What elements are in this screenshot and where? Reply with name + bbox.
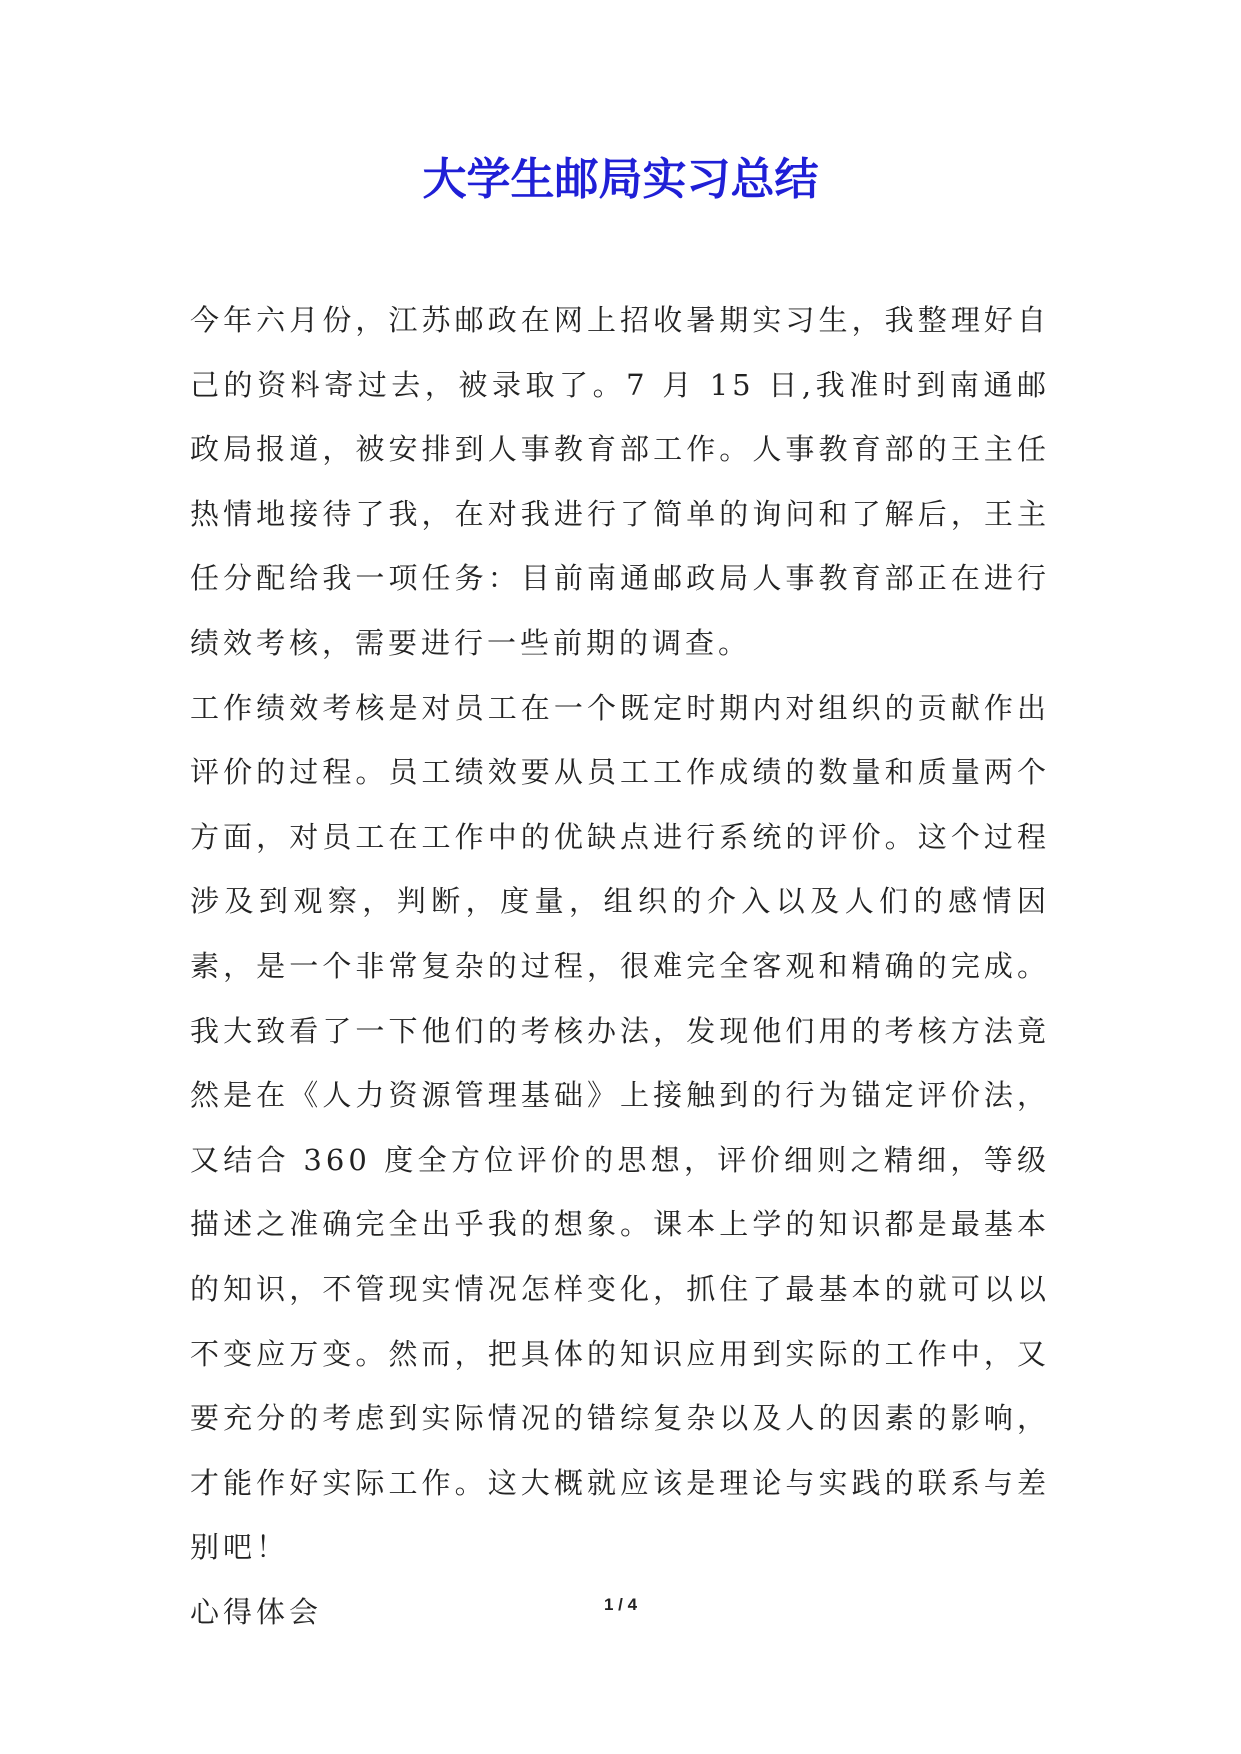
paragraph-section-heading: 心得体会 [190, 1594, 323, 1629]
paragraph-intro: 今年六月份，江苏邮政在网上招收暑期实习生，我整理好自己的资料寄过去，被录取了。7 月 15 日,我准时到南通邮政局报道，被安排到人事教育部工作。人事教育部的王主任热情地接待了我，在对我进行了简单的询问和了解后，王主任分配给我一项任务：目前南通邮政局人事教育部正在进行绩效考核，需要进行一些前期的调查。 [190, 303, 1050, 660]
document-body [190, 288, 1050, 1644]
document-title: 大学生邮局实习总结 [422, 154, 819, 205]
page-number: 1 / 4 [603, 1595, 638, 1614]
paragraph-performance-review: 工作绩效考核是对员工在一个既定时期内对组织的贡献作出评价的过程。员工绩效要从员工工作成绩的数量和质量两个方面，对员工在工作中的优缺点进行系统的评价。这个过程涉及到观察，判断，度量，组织的介入以及人们的感情因素，是一个非常复杂的过程，很难完全客观和精确的完成。我大致看了一下他们的考核办法，发现他们用的考核方法竟然是在《人力资源管理基础》上接触到的行为锚定评价法，又结合 360 度全方位评价的思想，评价细则之精细，等级描述之准确完全出乎我的想象。课本上学的知识都是最基本的知识，不管现实情况怎样变化，抓住了最基本的就可以以不变应万变。然而，把具体的知识应用到实际的工作中，又要充分的考虑到实际情况的错综复杂以及人的因素的影响，才能作好实际工作。这大概就应该是理论与实践的联系与差别吧！ [190, 690, 1050, 1565]
